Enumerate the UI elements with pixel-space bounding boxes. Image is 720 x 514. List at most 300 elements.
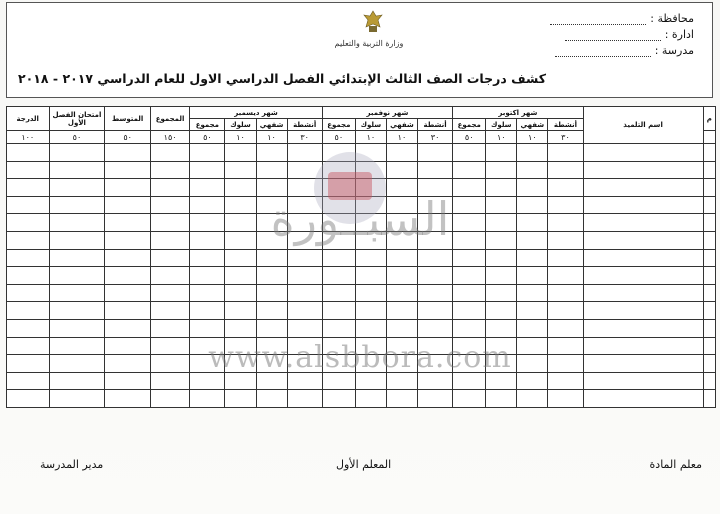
grade-cell[interactable] [417, 372, 452, 390]
grade-cell[interactable] [150, 337, 189, 355]
grade-cell[interactable] [7, 196, 50, 214]
grade-cell[interactable] [322, 196, 355, 214]
grade-cell[interactable] [355, 179, 386, 197]
max-cell: ٥٠ [190, 131, 225, 144]
grade-cell[interactable] [150, 231, 189, 249]
month-december-header: شهر ديسمبر [190, 107, 323, 119]
grade-cell[interactable] [517, 144, 548, 162]
grade-cell[interactable] [256, 355, 287, 373]
grade-cell[interactable] [287, 231, 322, 249]
grade-cell[interactable] [517, 249, 548, 267]
grade-cell[interactable] [703, 372, 715, 390]
grade-cell[interactable] [225, 144, 256, 162]
grade-cell[interactable] [417, 267, 452, 285]
grade-cell[interactable] [322, 284, 355, 302]
grade-cell[interactable] [548, 231, 583, 249]
grade-cell[interactable] [190, 302, 225, 320]
grade-cell[interactable] [322, 319, 355, 337]
grade-cell[interactable] [7, 337, 50, 355]
grade-cell[interactable] [355, 284, 386, 302]
grade-cell[interactable] [105, 372, 151, 390]
grade-cell[interactable] [453, 214, 486, 232]
grade-cell[interactable] [548, 179, 583, 197]
grade-cell[interactable] [322, 231, 355, 249]
grade-cell[interactable] [322, 249, 355, 267]
grade-cell[interactable] [225, 179, 256, 197]
grade-cell[interactable] [453, 390, 486, 408]
grade-cell[interactable] [49, 179, 105, 197]
grade-cell[interactable] [105, 390, 151, 408]
grade-cell[interactable] [150, 161, 189, 179]
grade-cell[interactable] [355, 214, 386, 232]
grade-cell[interactable] [386, 390, 417, 408]
grade-cell[interactable] [150, 144, 189, 162]
grade-cell[interactable] [49, 372, 105, 390]
grade-cell[interactable] [105, 284, 151, 302]
administration-label: ادارة : [664, 28, 694, 41]
grade-cell[interactable] [355, 302, 386, 320]
grade-cell[interactable] [486, 284, 517, 302]
grade-cell[interactable] [49, 161, 105, 179]
grade-cell[interactable] [49, 231, 105, 249]
grade-cell[interactable] [355, 267, 386, 285]
grade-cell[interactable] [225, 337, 256, 355]
grade-cell[interactable] [386, 372, 417, 390]
grade-cell[interactable] [417, 196, 452, 214]
grade-cell[interactable] [322, 179, 355, 197]
grade-cell[interactable] [49, 144, 105, 162]
student-name-cell[interactable] [583, 337, 703, 355]
grade-cell[interactable] [417, 355, 452, 373]
grade-cell[interactable] [548, 355, 583, 373]
table-row [7, 390, 716, 408]
grade-cell[interactable] [322, 337, 355, 355]
grade-cell[interactable] [287, 161, 322, 179]
grade-cell[interactable] [453, 302, 486, 320]
grade-cell[interactable] [225, 196, 256, 214]
grade-cell[interactable] [105, 196, 151, 214]
grade-cell[interactable] [417, 144, 452, 162]
grade-cell[interactable] [548, 302, 583, 320]
watermark-url: www.alsbbora.com [208, 340, 512, 375]
student-name-cell[interactable] [583, 302, 703, 320]
table-row [7, 372, 716, 390]
grade-cell[interactable] [517, 319, 548, 337]
grade-cell[interactable] [703, 249, 715, 267]
grade-cell[interactable] [417, 249, 452, 267]
grade-cell[interactable] [190, 390, 225, 408]
grade-cell[interactable] [105, 214, 151, 232]
grade-cell[interactable] [225, 161, 256, 179]
grade-cell[interactable] [49, 390, 105, 408]
grade-cell[interactable] [7, 390, 50, 408]
grade-cell[interactable] [7, 179, 50, 197]
grade-cell[interactable] [548, 390, 583, 408]
sub-header: سلوك [225, 119, 256, 131]
grade-cell[interactable] [386, 302, 417, 320]
grade-cell[interactable] [49, 355, 105, 373]
grade-cell[interactable] [548, 337, 583, 355]
grade-cell[interactable] [49, 214, 105, 232]
grade-cell[interactable] [386, 337, 417, 355]
max-cell: ١٠ [386, 131, 417, 144]
grade-cell[interactable] [486, 196, 517, 214]
grade-cell[interactable] [386, 214, 417, 232]
table-row [7, 337, 716, 355]
grade-cell[interactable] [548, 161, 583, 179]
grade-cell[interactable] [486, 302, 517, 320]
grade-cell[interactable] [517, 161, 548, 179]
grade-cell[interactable] [355, 161, 386, 179]
grade-cell[interactable] [453, 319, 486, 337]
max-cell: ٣٠ [548, 131, 583, 144]
grade-cell[interactable] [548, 144, 583, 162]
grade-cell[interactable] [287, 144, 322, 162]
grade-cell[interactable] [417, 231, 452, 249]
grade-cell[interactable] [190, 144, 225, 162]
grade-cell[interactable] [256, 196, 287, 214]
grade-cell[interactable] [225, 214, 256, 232]
grade-cell[interactable] [386, 161, 417, 179]
grade-cell[interactable] [7, 372, 50, 390]
grade-cell[interactable] [386, 267, 417, 285]
grade-cell[interactable] [417, 161, 452, 179]
student-name-cell[interactable] [583, 355, 703, 373]
grade-cell[interactable] [287, 337, 322, 355]
grade-cell[interactable] [256, 267, 287, 285]
header-box [6, 2, 713, 98]
grade-cell[interactable] [453, 267, 486, 285]
grade-cell[interactable] [417, 319, 452, 337]
grade-cell[interactable] [256, 337, 287, 355]
grade-cell[interactable] [486, 372, 517, 390]
grade-cell[interactable] [548, 196, 583, 214]
grade-cell[interactable] [287, 355, 322, 373]
grade-cell[interactable] [486, 390, 517, 408]
grade-cell[interactable] [190, 179, 225, 197]
grade-cell[interactable] [386, 284, 417, 302]
student-name-cell[interactable] [583, 161, 703, 179]
grade-cell[interactable] [225, 249, 256, 267]
grade-cell[interactable] [453, 355, 486, 373]
grade-cell[interactable] [453, 196, 486, 214]
grade-cell[interactable] [225, 355, 256, 373]
grade-cell[interactable] [703, 179, 715, 197]
governorate-label: محافظة : [650, 12, 694, 25]
grade-cell[interactable] [256, 249, 287, 267]
grade-cell[interactable] [49, 196, 105, 214]
student-name-cell[interactable] [583, 179, 703, 197]
grade-cell[interactable] [703, 355, 715, 373]
grade-cell[interactable] [150, 302, 189, 320]
grade-cell[interactable] [190, 249, 225, 267]
grade-cell[interactable] [486, 355, 517, 373]
grade-cell[interactable] [287, 302, 322, 320]
grade-cell[interactable] [190, 337, 225, 355]
grade-cell[interactable] [386, 231, 417, 249]
grade-cell[interactable] [417, 284, 452, 302]
grade-cell[interactable] [7, 319, 50, 337]
grade-cell[interactable] [453, 179, 486, 197]
grade-cell[interactable] [7, 302, 50, 320]
max-cell: ١٠ [225, 131, 256, 144]
exam-header: امتحان الفصل الأول [49, 107, 105, 131]
grade-cell[interactable] [517, 231, 548, 249]
grade-cell[interactable] [386, 355, 417, 373]
number-header: م [703, 107, 715, 131]
grade-cell[interactable] [417, 214, 452, 232]
sub-header: أنشطة [548, 119, 583, 131]
grade-cell[interactable] [7, 231, 50, 249]
grade-cell[interactable] [703, 196, 715, 214]
grade-cell[interactable] [453, 144, 486, 162]
grade-cell[interactable] [150, 267, 189, 285]
grade-cell[interactable] [386, 144, 417, 162]
grade-cell[interactable] [150, 355, 189, 373]
student-name-cell[interactable] [583, 196, 703, 214]
grade-cell[interactable] [417, 337, 452, 355]
grade-cell[interactable] [322, 267, 355, 285]
grade-cell[interactable] [417, 390, 452, 408]
student-name-cell[interactable] [583, 372, 703, 390]
grade-cell[interactable] [517, 372, 548, 390]
grade-cell[interactable] [486, 179, 517, 197]
grade-cell[interactable] [150, 319, 189, 337]
grade-cell[interactable] [486, 231, 517, 249]
grade-cell[interactable] [453, 284, 486, 302]
grade-cell[interactable] [517, 284, 548, 302]
grade-cell[interactable] [105, 337, 151, 355]
grade-cell[interactable] [256, 284, 287, 302]
grade-cell[interactable] [105, 231, 151, 249]
school-info [550, 11, 694, 59]
student-name-cell[interactable] [583, 144, 703, 162]
grade-cell[interactable] [287, 319, 322, 337]
student-name-cell[interactable] [583, 249, 703, 267]
grade-cell[interactable] [417, 302, 452, 320]
grade-cell[interactable] [49, 319, 105, 337]
grade-cell[interactable] [150, 284, 189, 302]
grade-header: الدرجة [7, 107, 50, 131]
grade-cell[interactable] [453, 372, 486, 390]
table-row [7, 319, 716, 337]
grade-cell[interactable] [256, 214, 287, 232]
grade-cell[interactable] [105, 319, 151, 337]
grade-cell[interactable] [322, 302, 355, 320]
grade-cell[interactable] [703, 284, 715, 302]
grade-cell[interactable] [486, 249, 517, 267]
grade-cell[interactable] [486, 337, 517, 355]
grade-cell[interactable] [517, 267, 548, 285]
grade-cell[interactable] [322, 144, 355, 162]
grade-cell[interactable] [355, 196, 386, 214]
grade-cell[interactable] [517, 390, 548, 408]
sub-header: أنشطة [287, 119, 322, 131]
grade-cell[interactable] [453, 161, 486, 179]
grade-cell[interactable] [703, 267, 715, 285]
grade-cell[interactable] [486, 267, 517, 285]
grade-cell[interactable] [49, 249, 105, 267]
grade-cell[interactable] [703, 302, 715, 320]
grade-cell[interactable] [150, 214, 189, 232]
grade-cell[interactable] [703, 319, 715, 337]
grade-cell[interactable] [190, 214, 225, 232]
grade-cell[interactable] [256, 231, 287, 249]
grade-cell[interactable] [287, 214, 322, 232]
grade-cell[interactable] [355, 144, 386, 162]
grade-cell[interactable] [7, 284, 50, 302]
grade-cell[interactable] [517, 302, 548, 320]
student-name-cell[interactable] [583, 390, 703, 408]
grade-cell[interactable] [703, 144, 715, 162]
grade-cell[interactable] [287, 249, 322, 267]
table-row [7, 231, 716, 249]
grade-cell[interactable] [225, 302, 256, 320]
grade-cell[interactable] [322, 355, 355, 373]
grade-cell[interactable] [703, 214, 715, 232]
grade-cell[interactable] [287, 284, 322, 302]
grade-cell[interactable] [486, 161, 517, 179]
grade-cell[interactable] [190, 284, 225, 302]
grade-cell[interactable] [256, 179, 287, 197]
grade-cell[interactable] [287, 179, 322, 197]
grade-cell[interactable] [548, 319, 583, 337]
grade-cell[interactable] [453, 249, 486, 267]
grade-cell[interactable] [105, 144, 151, 162]
grade-cell[interactable] [7, 144, 50, 162]
grade-cell[interactable] [150, 179, 189, 197]
grade-cell[interactable] [256, 390, 287, 408]
grade-cell[interactable] [548, 284, 583, 302]
grade-cell[interactable] [49, 302, 105, 320]
grade-cell[interactable] [517, 355, 548, 373]
grade-cell[interactable] [355, 319, 386, 337]
grade-cell[interactable] [7, 161, 50, 179]
grade-cell[interactable] [225, 267, 256, 285]
table-row [7, 214, 716, 232]
grade-cell[interactable] [486, 319, 517, 337]
grade-cell[interactable] [355, 390, 386, 408]
grade-cell[interactable] [150, 372, 189, 390]
grade-cell[interactable] [355, 372, 386, 390]
grade-cell[interactable] [7, 249, 50, 267]
grade-cell[interactable] [548, 372, 583, 390]
grade-cell[interactable] [453, 231, 486, 249]
grade-cell[interactable] [105, 302, 151, 320]
grade-cell[interactable] [190, 355, 225, 373]
grade-cell[interactable] [355, 337, 386, 355]
student-name-cell[interactable] [583, 267, 703, 285]
grade-cell[interactable] [49, 337, 105, 355]
grade-cell[interactable] [150, 390, 189, 408]
grade-cell[interactable] [517, 214, 548, 232]
max-cell: ١٠ [256, 131, 287, 144]
grade-cell[interactable] [7, 355, 50, 373]
grade-cell[interactable] [517, 337, 548, 355]
grade-cell[interactable] [322, 390, 355, 408]
grade-cell[interactable] [355, 355, 386, 373]
grade-cell[interactable] [703, 390, 715, 408]
grade-cell[interactable] [548, 249, 583, 267]
grade-cell[interactable] [190, 161, 225, 179]
grade-cell[interactable] [287, 267, 322, 285]
grade-cell[interactable] [287, 372, 322, 390]
grade-cell[interactable] [225, 231, 256, 249]
grade-cell[interactable] [225, 390, 256, 408]
grade-cell[interactable] [190, 267, 225, 285]
grade-cell[interactable] [703, 231, 715, 249]
grade-cell[interactable] [256, 302, 287, 320]
grade-cell[interactable] [190, 319, 225, 337]
grade-cell[interactable] [548, 267, 583, 285]
grade-cell[interactable] [417, 179, 452, 197]
grade-cell[interactable] [322, 372, 355, 390]
grade-cell[interactable] [7, 267, 50, 285]
grade-cell[interactable] [453, 337, 486, 355]
grade-cell[interactable] [256, 319, 287, 337]
grade-cell[interactable] [225, 319, 256, 337]
grade-cell[interactable] [386, 249, 417, 267]
grade-cell[interactable] [225, 372, 256, 390]
grade-cell[interactable] [225, 284, 256, 302]
student-name-header: اسم التلميذ [583, 107, 703, 144]
grade-cell[interactable] [517, 179, 548, 197]
grade-cell[interactable] [355, 231, 386, 249]
grade-cell[interactable] [517, 196, 548, 214]
student-name-cell[interactable] [583, 231, 703, 249]
grade-cell[interactable] [386, 179, 417, 197]
table-row [7, 179, 716, 197]
max-cell: ٣٠ [287, 131, 322, 144]
grade-cell[interactable] [190, 231, 225, 249]
grade-cell[interactable] [150, 196, 189, 214]
grade-cell[interactable] [49, 267, 105, 285]
grade-cell[interactable] [486, 144, 517, 162]
grade-cell[interactable] [703, 337, 715, 355]
grade-cell[interactable] [256, 372, 287, 390]
grade-cell[interactable] [256, 144, 287, 162]
student-name-cell[interactable] [583, 214, 703, 232]
grade-cell[interactable] [256, 161, 287, 179]
grade-cell[interactable] [287, 390, 322, 408]
grade-cell[interactable] [105, 267, 151, 285]
grade-cell[interactable] [105, 355, 151, 373]
student-name-cell[interactable] [583, 319, 703, 337]
grade-cell[interactable] [355, 249, 386, 267]
grade-cell[interactable] [190, 196, 225, 214]
grade-cell[interactable] [287, 196, 322, 214]
grade-cell[interactable] [322, 161, 355, 179]
grade-cell[interactable] [190, 372, 225, 390]
student-name-cell[interactable] [583, 284, 703, 302]
max-cell: ١٠ [355, 131, 386, 144]
grade-cell[interactable] [49, 284, 105, 302]
grade-cell[interactable] [105, 249, 151, 267]
grade-cell[interactable] [322, 214, 355, 232]
table-row [7, 284, 716, 302]
grade-cell[interactable] [386, 319, 417, 337]
grade-cell[interactable] [386, 196, 417, 214]
max-cell: ١٥٠ [150, 131, 189, 144]
grade-cell[interactable] [105, 179, 151, 197]
grade-cell[interactable] [486, 214, 517, 232]
grade-cell[interactable] [105, 161, 151, 179]
max-cell: ٥٠ [322, 131, 355, 144]
grade-cell[interactable] [703, 161, 715, 179]
grade-cell[interactable] [7, 214, 50, 232]
grade-cell[interactable] [548, 214, 583, 232]
grade-cell[interactable] [150, 249, 189, 267]
